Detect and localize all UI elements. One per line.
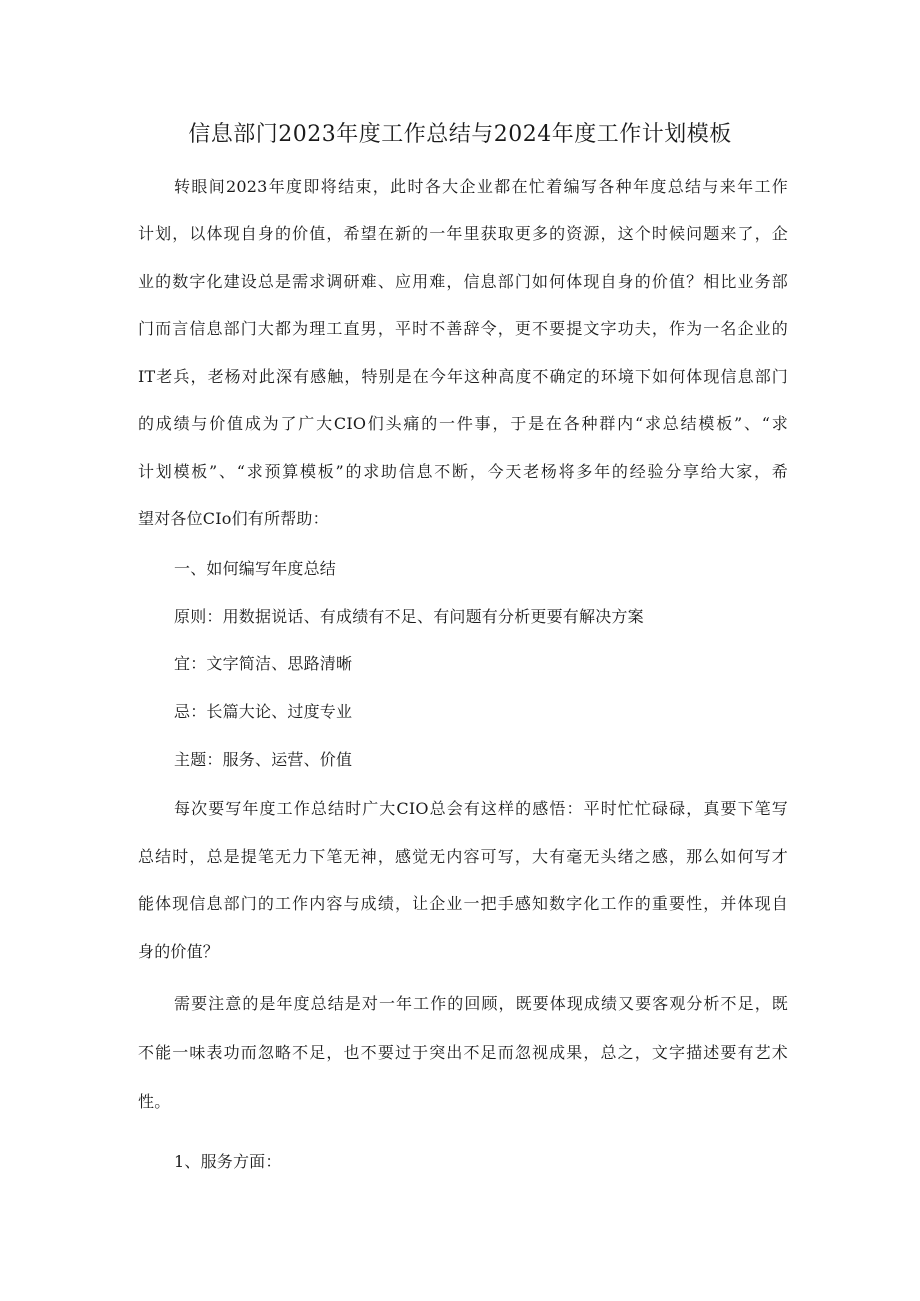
intro-line: 望对各位CIo们有所帮助： bbox=[138, 509, 329, 528]
paragraph-line: 身的价值？ bbox=[138, 942, 220, 961]
paragraph-line: 需要注意的是年度总结是对一年工作的回顾，既要体现成绩又要客观分析不足，既 bbox=[174, 994, 788, 1013]
paragraph-line: 性。 bbox=[138, 1092, 171, 1111]
theme-line: 主题：服务、运营、价值 bbox=[174, 750, 353, 769]
paragraph-line: 总结时，总是提笔无力下笔无神，感觉无内容可写，大有毫无头绪之感，那么如何写才 bbox=[138, 847, 788, 866]
do-line: 宜：文字简洁、思路清晰 bbox=[174, 654, 353, 673]
intro-line: 计划模板”、“求预算模板”的求助信息不断，今天老杨将多年的经验分享给大家，希 bbox=[138, 462, 788, 481]
document-title: 信息部门2023年度工作总结与2024年度工作计划模板 bbox=[188, 122, 732, 147]
intro-line: 计划，以体现自身的价值，希望在新的一年里获取更多的资源，这个时候问题来了，企 bbox=[138, 224, 788, 243]
subheading: 1、服务方面： bbox=[174, 1152, 282, 1171]
intro-line: 的成绩与价值成为了广大CIO们头痛的一件事，于是在各种群内“求总结模板”、“求 bbox=[138, 414, 788, 433]
intro-line: 业的数字化建设总是需求调研难、应用难，信息部门如何体现自身的价值？相比业务部 bbox=[138, 272, 788, 291]
intro-line: 门而言信息部门大都为理工直男，平时不善辞令，更不要提文字功夫，作为一名企业的 bbox=[138, 319, 788, 338]
paragraph-line: 能体现信息部门的工作内容与成绩，让企业一把手感知数字化工作的重要性，并体现自 bbox=[138, 894, 788, 913]
dont-line: 忌：长篇大论、过度专业 bbox=[174, 702, 353, 721]
intro-line: 转眼间2023年度即将结束，此时各大企业都在忙着编写各种年度总结与来年工作 bbox=[174, 177, 788, 196]
section-heading: 一、如何编写年度总结 bbox=[174, 559, 337, 578]
principle-line: 原则：用数据说话、有成绩有不足、有问题有分析更要有解决方案 bbox=[174, 607, 644, 626]
paragraph-line: 每次要写年度工作总结时广大CIO总会有这样的感悟：平时忙忙碌碌，真要下笔写 bbox=[174, 799, 788, 818]
intro-line: IT老兵，老杨对此深有感触，特别是在今年这种高度不确定的环境下如何体现信息部门 bbox=[138, 367, 788, 386]
paragraph-line: 不能一味表功而忽略不足，也不要过于突出不足而忽视成果，总之，文字描述要有艺术 bbox=[138, 1043, 788, 1062]
